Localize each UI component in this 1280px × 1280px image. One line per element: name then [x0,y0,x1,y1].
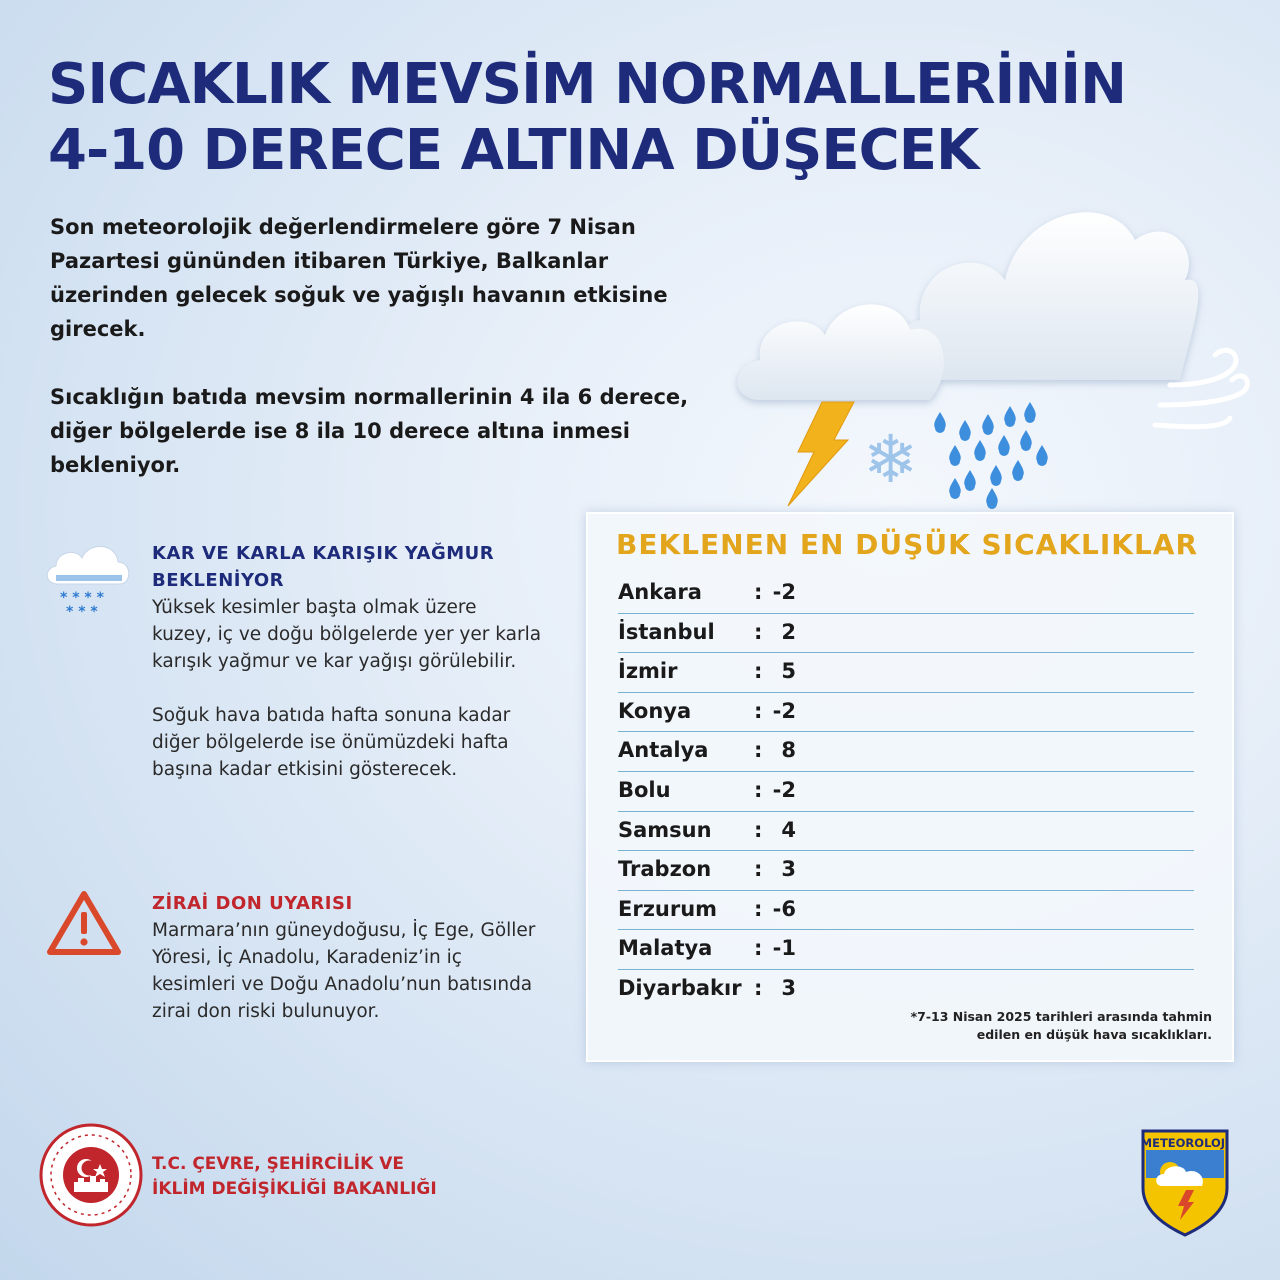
snow-body [152,594,542,783]
city-name: İzmir [618,659,678,684]
table-row [618,772,1194,812]
title-line-2: 4-10 DERECE ALTINA DÜŞECEK [48,118,979,183]
min-temperature-value: 4 [781,817,796,842]
frost-body: Marmara’nın güneydoğusu, İç Ege, Göller Yöresi, İç Anadolu, Karadeniz’in iç kesimleri ve Doğu Anadolu’nun batısında zirai don riski bulunuyor. [152,920,536,1022]
separator-colon: : [754,896,763,921]
cloud-icon [738,212,1199,400]
separator-colon: : [754,738,763,763]
separator-colon: : [754,659,763,684]
min-temperature-panel [586,512,1234,1062]
snow-cloud-icon [40,538,135,623]
snow-section [152,540,542,810]
snow-title: KAR VE KARLA KARIŞIK YAĞMUR BEKLENİYOR [152,543,495,591]
ministry-name-line-2: İKLİM DEĞİŞİKLİĞİ BAKANLIĞI [152,1179,437,1199]
city-name: Konya [618,698,692,723]
min-temperature-value: -2 [772,698,796,723]
city-name: İstanbul [618,619,715,644]
svg-text:* * *: * * * [66,604,98,620]
warning-triangle-icon [46,890,122,956]
table-row [618,851,1194,891]
separator-colon: : [754,777,763,802]
snow-body-paragraph-2: Soğuk hava batıda hafta sonuna kadar diğer bölgelerde ise önümüzdeki hafta başına kadar etkisini gösterecek. [152,705,511,780]
min-temperature-value: 8 [781,738,796,763]
svg-text:* * * *: * * * * [60,590,104,606]
min-temperature-value: -1 [772,936,796,961]
min-temperature-value: -2 [772,580,796,604]
lightning-icon [788,402,854,506]
city-name: Erzurum [618,896,718,921]
city-name: Bolu [618,777,671,802]
meteoroloji-shield-logo [1140,1128,1230,1238]
min-temperature-value: -2 [772,777,796,802]
page-title [48,52,1248,184]
city-name: Samsun [618,817,712,842]
title-line-1: SICAKLIK MEVSİM NORMALLERİNİN [48,52,1126,117]
ministry-seal-logo [38,1122,144,1228]
table-title: BEKLENEN EN DÜŞÜK SICAKLIKLAR [616,528,1199,561]
min-temperature-value: 2 [781,619,796,644]
table-row [618,653,1194,693]
separator-colon: : [754,698,763,723]
intro-paragraph-1: Son meteorolojik değerlendirmelere göre 7 Nisan Pazartesi gününden itibaren Türkiye, Balkanlar üzerinden gelecek soğuk ve yağışlı havanın etkisine girecek. [50,215,668,341]
city-name: Antalya [618,738,709,763]
separator-colon: : [754,619,763,644]
intro-text [50,210,710,516]
snowflake-icon: ❄ [863,421,919,498]
frost-warning-section [152,890,542,1025]
table-row [618,614,1194,654]
city-name: Ankara [618,580,702,604]
snow-body-paragraph-1: Yüksek kesimler başta olmak üzere kuzey, iç ve doğu bölgelerde yer yer karla karışık yağmur ve kar yağışı görülebilir. [152,597,542,672]
frost-title: ZİRAİ DON UYARISI [152,893,353,914]
table-row [618,970,1194,1009]
table-row [618,812,1194,852]
intro-paragraph-2: Sıcaklığın batıda mevsim normallerinin 4 ila 6 derece, diğer bölgelerde ise 8 ila 10 derece altına inmesi bekleniyor. [50,385,689,477]
separator-colon: : [754,936,763,961]
temperature-table [618,574,1194,1009]
separator-colon: : [754,975,763,1000]
table-row [618,693,1194,733]
table-footnote: *7-13 Nisan 2025 tarihleri arasında tahmin edilen en düşük hava sıcaklıkları. [910,1009,1212,1042]
table-row [618,930,1194,970]
table-row [618,732,1194,772]
min-temperature-value: -6 [772,896,796,921]
separator-colon: : [754,817,763,842]
separator-colon: : [754,580,763,604]
svg-text:METEOROLOJİ: METEOROLOJİ [1140,1136,1230,1150]
ministry-name-line-1: T.C. ÇEVRE, ŞEHİRCİLİK VE [152,1154,404,1174]
min-temperature-value: 3 [781,857,796,882]
city-name: Diyarbakır [618,975,742,1000]
city-name: Trabzon [618,857,712,882]
min-temperature-value: 3 [781,975,796,1000]
city-name: Malatya [618,936,713,961]
weather-illustration [730,170,1260,515]
min-temperature-value: 5 [781,659,796,684]
separator-colon: : [754,857,763,882]
table-row [618,891,1194,931]
table-row [618,574,1194,614]
raindrops-icon [934,402,1048,509]
ministry-name [152,1152,472,1202]
